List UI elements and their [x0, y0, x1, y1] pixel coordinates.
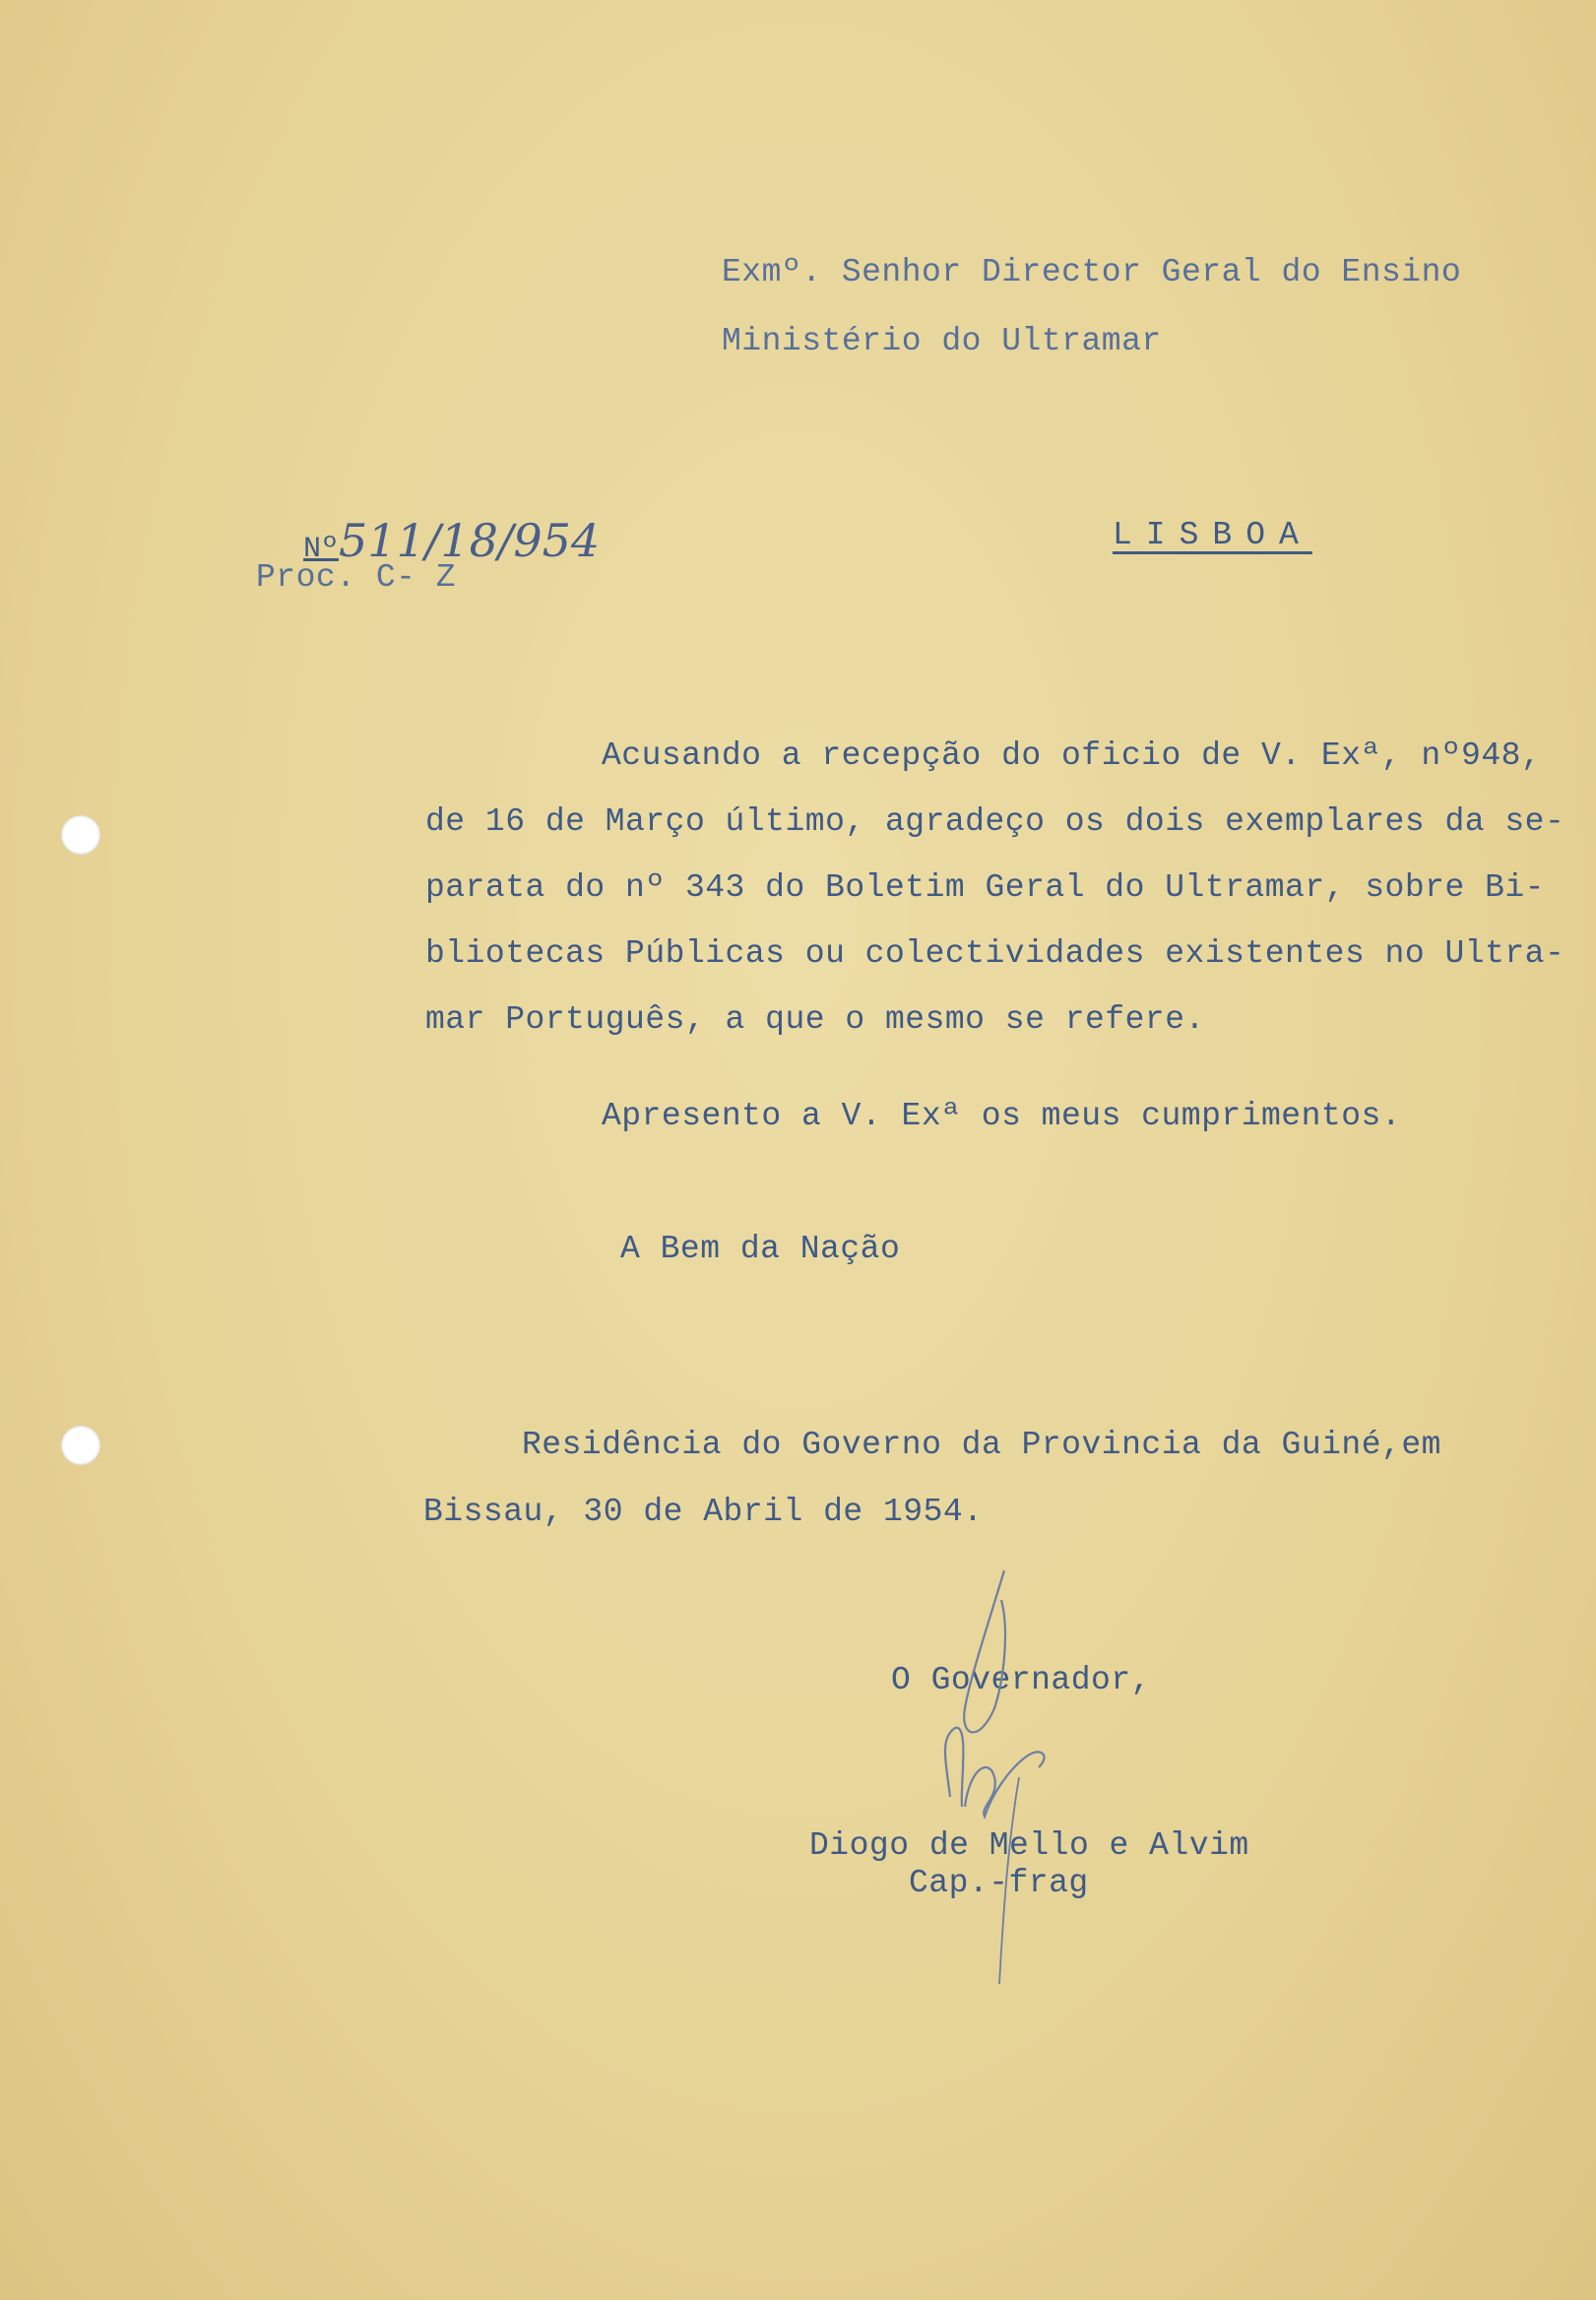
place-date-line-2: Bissau, 30 de Abril de 1954.	[423, 1494, 984, 1530]
process-code: Proc. C- Z	[256, 559, 457, 596]
addressee-line-1: Exmº. Senhor Director Geral do Ensino	[722, 254, 1462, 290]
handwritten-signature	[911, 1561, 1108, 1994]
body-line-3: parata do nº 343 do Boletim Geral do Ultramar, sobre Bi-	[425, 869, 1545, 906]
courtesy-line: Apresento a V. Exª os meus cumprimentos.	[602, 1098, 1402, 1134]
body-line-4: bliotecas Públicas ou colectividades existentes no Ultra-	[425, 935, 1565, 972]
handwritten-reference: 511/18/954	[339, 514, 601, 567]
addressee-line-2: Ministério do Ultramar	[722, 323, 1162, 359]
body-line-5: mar Português, a que o mesmo se refere.	[425, 1001, 1205, 1038]
body-line-1: Acusando a recepção do oficio de V. Exª, nº948,	[602, 737, 1542, 774]
reference-prefix: Nº	[303, 533, 340, 566]
punch-hole-top	[61, 815, 100, 855]
signatory-name: Diogo de Mello e Alvim	[809, 1827, 1249, 1864]
body-line-2: de 16 de Março último, agradeço os dois exemplares da se-	[425, 803, 1565, 840]
city-heading: LISBOA	[1113, 517, 1312, 553]
punch-hole-bottom	[61, 1426, 100, 1465]
signatory-title: O Governador,	[891, 1662, 1151, 1698]
place-line-1: Residência do Governo da Provincia da Guiné,em	[522, 1427, 1441, 1463]
closing-line: A Bem da Nação	[620, 1231, 901, 1267]
signatory-rank: Cap.-frag	[909, 1865, 1089, 1901]
